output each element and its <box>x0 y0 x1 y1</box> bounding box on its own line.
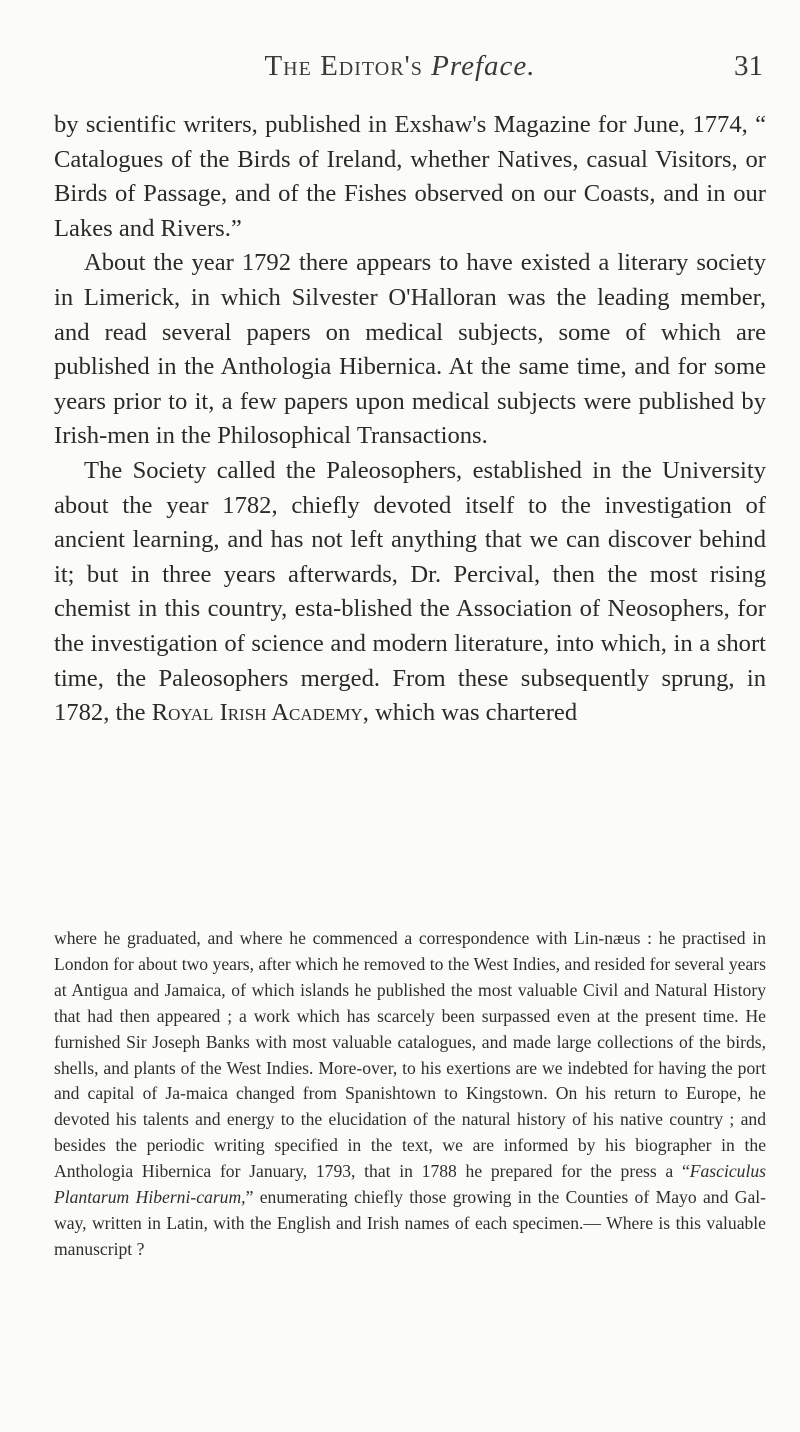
footnote <box>54 926 766 1263</box>
paragraph-2: About the year 1792 there appears to have existed a literary society in Limerick, in which Silvester O'Halloran was the leading member, and read several papers on medical subjects, some of which are published in the Anthologia Hibernica. At the same time, and for some years prior to it, a few papers upon medical subjects were published by Irish-men in the Philosophical Transactions. <box>54 249 766 450</box>
footnote-text-after: ” enumerating chiefly those growing in the Counties of Mayo and Gal-way, written in Latin, with the English and Irish names of each specimen.— Where is this valuable manuscript ? <box>54 1187 767 1259</box>
paragraph-3-text-after: which was chartered <box>375 699 578 727</box>
footnote-paragraph <box>54 926 766 1263</box>
page-number: 31 <box>734 50 763 82</box>
footnote-text-before: where he graduated, and where he commenced a correspondence with Lin-næus : he practised in London for about two years, after which he removed to the West Indies, and resided for several years at Antigua and Jamaica, of which islands he published the most valuable Civil and Natural History that had then appeared ; a work which has scarcely been surpassed even at the present time. He furnished Sir Joseph Banks with most valuable catalogues, and made large collections of the birds, shells, and plants of the West Indies. More-over, to his exertions are we indebted for having the port and capital of Ja-maica changed from Spanishtown to Kingstown. On his return to Europe, he devoted his talents and energy to the elucidation of the natural history of his native country ; and besides the periodic writing specified in the text, we are informed by his biographer in the Anthologia Hibernica for January, 1793, that in 1788 he prepared for the press a “ <box>54 928 766 1182</box>
royal-irish-academy: Royal Irish Academy, <box>151 699 369 727</box>
page-header <box>0 50 800 90</box>
paragraph-3-text-before: The Society called the Paleosophers, established in the University about the year 1782, chiefly devoted itself to the investigation of ancient learning, and has not left anything that we can discover behind it; but in three years afterwards, Dr. Percival, then the most rising chemist in this country, esta-blished the Association of Neosophers, for the investigation of science and modern literature, into which, in a short time, the Paleosophers merged. From these subsequently sprung, in 1782, the <box>54 456 766 727</box>
running-head-the: The <box>264 50 312 82</box>
main-text <box>54 108 766 731</box>
running-head-editors: Editor's <box>320 50 423 82</box>
footnote-title: Fasciculus Plantarum Hiberni-carum, <box>54 1161 766 1208</box>
running-head-preface: Preface. <box>431 50 536 82</box>
paragraph-3 <box>54 454 766 731</box>
paragraph-1: by scientific writers, published in Exshaw's Magazine for June, 1774, “ Catalogues of the Birds of Ireland, whether Natives, casual Visitors, or Birds of Passage, and of the Fishes observed on our Coasts, and in our Lakes and Rivers.” <box>54 111 766 242</box>
running-head <box>0 50 800 83</box>
